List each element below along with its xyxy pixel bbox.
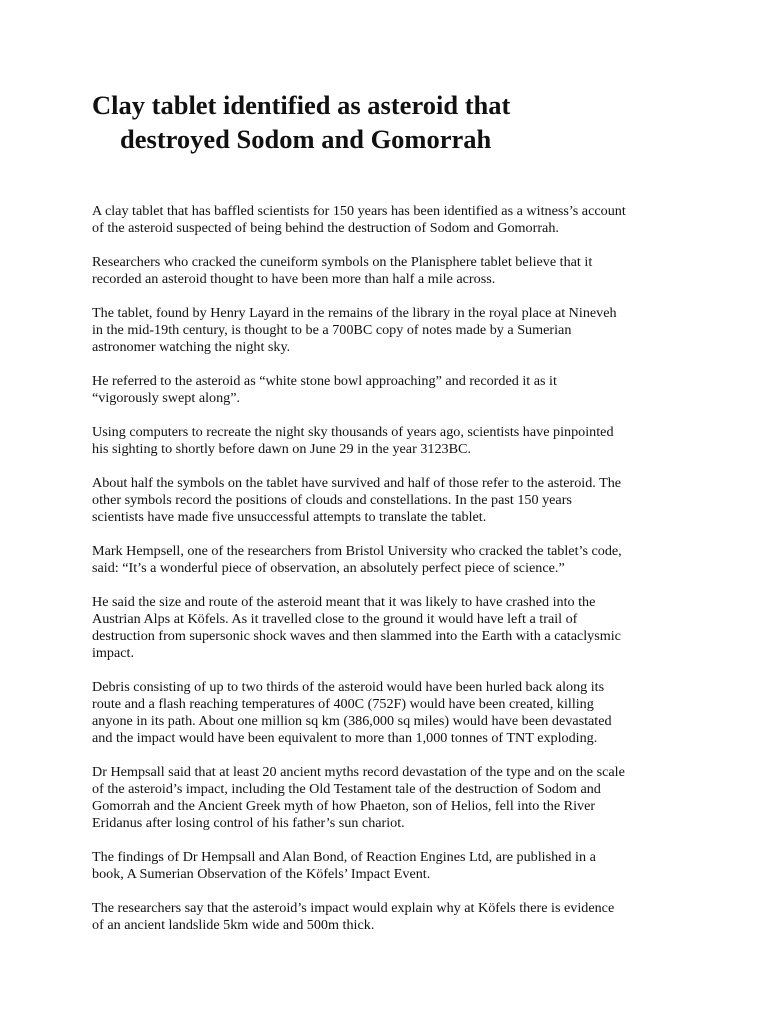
paragraph-line: A clay tablet that has baffled scientists for 150 years has been identified as a witness’s account — [92, 203, 626, 219]
paragraph-line: destruction from supersonic shock waves and then slammed into the Earth with a cataclysmic — [92, 628, 621, 644]
paragraph-line: astronomer watching the night sky. — [92, 339, 291, 355]
paragraph-line: He said the size and route of the asteroid meant that it was likely to have crashed into the — [92, 594, 596, 610]
paragraph-line: Debris consisting of up to two thirds of the asteroid would have been hurled back along its — [92, 679, 605, 695]
paragraph-line: his sighting to shortly before dawn on June 29 in the year 3123BC. — [92, 441, 472, 457]
article-paragraph — [92, 543, 692, 577]
paragraph-line: Dr Hempsall said that at least 20 ancient myths record devastation of the type and on the scale — [92, 764, 625, 780]
paragraph-line: Mark Hempsell, one of the researchers from Bristol University who cracked the tablet’s code, — [92, 543, 622, 559]
paragraph-line: and the impact would have been equivalent to more than 1,000 tonnes of TNT exploding. — [92, 730, 598, 746]
article-title-line: Clay tablet identified as asteroid that — [92, 90, 511, 120]
paragraph-line: “vigorously swept along”. — [92, 390, 241, 406]
article-paragraph — [92, 475, 692, 526]
article-paragraph — [92, 424, 692, 458]
article-body — [92, 203, 692, 951]
paragraph-line: of the asteroid’s impact, including the Old Testament tale of the destruction of Sodom and — [92, 781, 601, 797]
paragraph-line: The tablet, found by Henry Layard in the remains of the library in the royal place at Nineveh — [92, 305, 617, 321]
article-paragraph — [92, 254, 692, 288]
paragraph-line: The findings of Dr Hempsall and Alan Bond, of Reaction Engines Ltd, are published in a — [92, 849, 596, 865]
paragraph-line: About half the symbols on the tablet have survived and half of those refer to the asteroid. The — [92, 475, 622, 491]
article-title — [92, 88, 652, 156]
paragraph-line: Using computers to recreate the night sky thousands of years ago, scientists have pinpointed — [92, 424, 614, 440]
paragraph-line: other symbols record the positions of clouds and constellations. In the past 150 years — [92, 492, 572, 508]
paragraph-line: He referred to the asteroid as “white stone bowl approaching” and recorded it as it — [92, 373, 557, 389]
paragraph-line: book, A Sumerian Observation of the Köfels’ Impact Event. — [92, 866, 431, 882]
article-title-line: destroyed Sodom and Gomorrah — [120, 124, 492, 154]
paragraph-line: recorded an asteroid thought to have been more than half a mile across. — [92, 271, 496, 287]
paragraph-line: Gomorrah and the Ancient Greek myth of how Phaeton, son of Helios, fell into the River — [92, 798, 596, 814]
article-paragraph — [92, 373, 692, 407]
article-paragraph — [92, 203, 692, 237]
paragraph-line: Austrian Alps at Köfels. As it travelled close to the ground it would have left a trail of — [92, 611, 578, 627]
paragraph-line: impact. — [92, 645, 135, 661]
paragraph-line: in the mid-19th century, is thought to be a 700BC copy of notes made by a Sumerian — [92, 322, 572, 338]
article-paragraph — [92, 900, 692, 934]
article-paragraph — [92, 764, 692, 832]
paragraph-line: Researchers who cracked the cuneiform symbols on the Planisphere tablet believe that it — [92, 254, 593, 270]
paragraph-line: anyone in its path. About one million sq km (386,000 sq miles) would have been devastated — [92, 713, 612, 729]
paragraph-line: The researchers say that the asteroid’s impact would explain why at Köfels there is evidence — [92, 900, 615, 916]
article-paragraph — [92, 305, 692, 356]
article-paragraph — [92, 594, 692, 662]
article-paragraph — [92, 679, 692, 747]
paragraph-line: Eridanus after losing control of his father’s sun chariot. — [92, 815, 405, 831]
paragraph-line: of an ancient landslide 5km wide and 500m thick. — [92, 917, 375, 933]
paragraph-line: route and a flash reaching temperatures of 400C (752F) would have been created, killing — [92, 696, 594, 712]
paragraph-line: said: “It’s a wonderful piece of observation, an absolutely perfect piece of science.” — [92, 560, 565, 576]
paragraph-line: of the asteroid suspected of being behind the destruction of Sodom and Gomorrah. — [92, 220, 559, 236]
paragraph-line: scientists have made five unsuccessful attempts to translate the tablet. — [92, 509, 487, 525]
article-paragraph — [92, 849, 692, 883]
